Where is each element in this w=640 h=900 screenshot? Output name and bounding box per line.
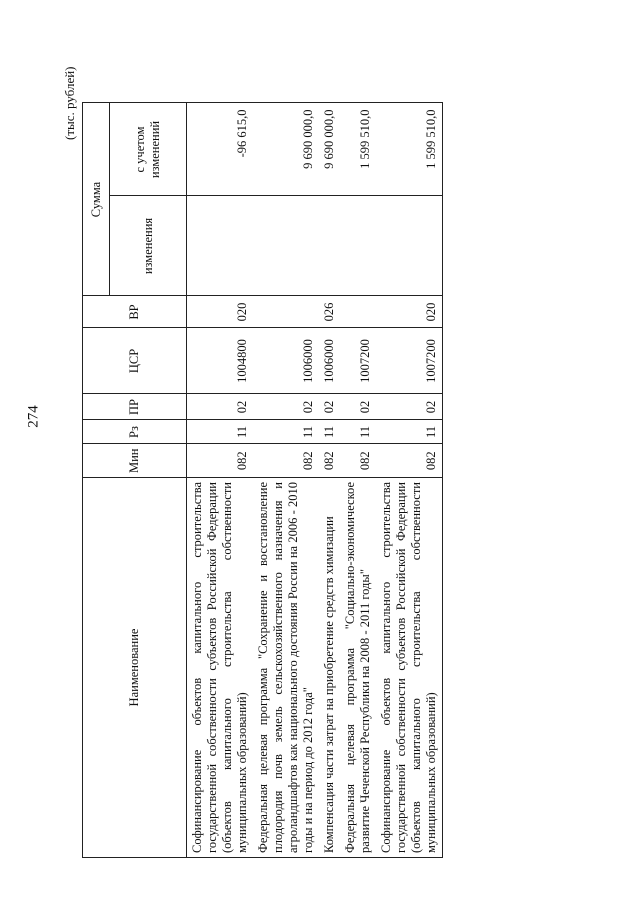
- row-name: Федеральная целевая программа "Социально-экономическое развитие Чеченской Республики на 2008 - 2011 годы": [340, 478, 376, 858]
- row-vr: 020: [376, 296, 443, 328]
- row-vr: [253, 296, 319, 328]
- row-with-change: -96 615,0: [187, 103, 254, 196]
- row-vr: 020: [187, 296, 254, 328]
- row-vr: [340, 296, 376, 328]
- row-rz: 11: [187, 420, 254, 444]
- table-row: [187, 103, 254, 858]
- header-with-change: с учетом изменений: [110, 103, 187, 196]
- row-with-change: 9 690 000,0: [253, 103, 319, 196]
- row-with-change: 1 599 510,0: [340, 103, 376, 196]
- row-pr: 02: [319, 394, 340, 420]
- row-name: Компенсация части затрат на приобретение средств химизации: [319, 478, 340, 858]
- row-csr: 1006000: [319, 328, 340, 394]
- table-row: [376, 103, 443, 858]
- row-name: Софинансирование объектов капитального строительства государственной собственности субъектов Российской Федерации (объектов капитального строительства собственности муниципальных образований): [376, 478, 443, 858]
- row-csr: 1007200: [376, 328, 443, 394]
- row-min: 082: [253, 444, 319, 478]
- row-change: [376, 196, 443, 296]
- row-name: Софинансирование объектов капитального строительства государственной собственности субъектов Российской Федерации (объектов капитального строительства собственности муниципальных образований): [187, 478, 254, 858]
- row-min: 082: [376, 444, 443, 478]
- row-change: [187, 196, 254, 296]
- row-pr: 02: [253, 394, 319, 420]
- row-vr: 026: [319, 296, 340, 328]
- row-min: 082: [340, 444, 376, 478]
- budget-table: [82, 103, 443, 859]
- row-csr: 1007200: [340, 328, 376, 394]
- row-csr: 1006000: [253, 328, 319, 394]
- table-row: [253, 103, 319, 858]
- header-sum: Сумма: [83, 103, 110, 296]
- row-pr: 02: [376, 394, 443, 420]
- row-rz: 11: [340, 420, 376, 444]
- header-pr: ПР: [83, 394, 187, 420]
- row-rz: 11: [376, 420, 443, 444]
- row-change: [319, 196, 340, 296]
- header-csr: ЦСР: [83, 328, 187, 394]
- page-number: 274: [25, 405, 42, 428]
- header-name: Наименование: [83, 478, 187, 858]
- row-pr: 02: [340, 394, 376, 420]
- units-note: (тыс. рублей): [62, 66, 77, 140]
- row-min: 082: [187, 444, 254, 478]
- header-rz: Рз: [83, 420, 187, 444]
- row-csr: 1004800: [187, 328, 254, 394]
- row-rz: 11: [253, 420, 319, 444]
- table-row: [340, 103, 376, 858]
- row-min: 082: [319, 444, 340, 478]
- row-with-change: 9 690 000,0: [319, 103, 340, 196]
- row-with-change: 1 599 510,0: [376, 103, 443, 196]
- header-min: Мин: [83, 444, 187, 478]
- row-name: Федеральная целевая программа "Сохранение и восстановление плодородия почв земель сельскохозяйственного назначения и агроландшафтов как национального достояния России на 2006 - 2010 годы и на период до 2012 года": [253, 478, 319, 858]
- table-row: [319, 103, 340, 858]
- row-rz: 11: [319, 420, 340, 444]
- row-change: [253, 196, 319, 296]
- row-change: [340, 196, 376, 296]
- header-vr: ВР: [83, 296, 187, 328]
- row-pr: 02: [187, 394, 254, 420]
- header-change: изменения: [110, 196, 187, 296]
